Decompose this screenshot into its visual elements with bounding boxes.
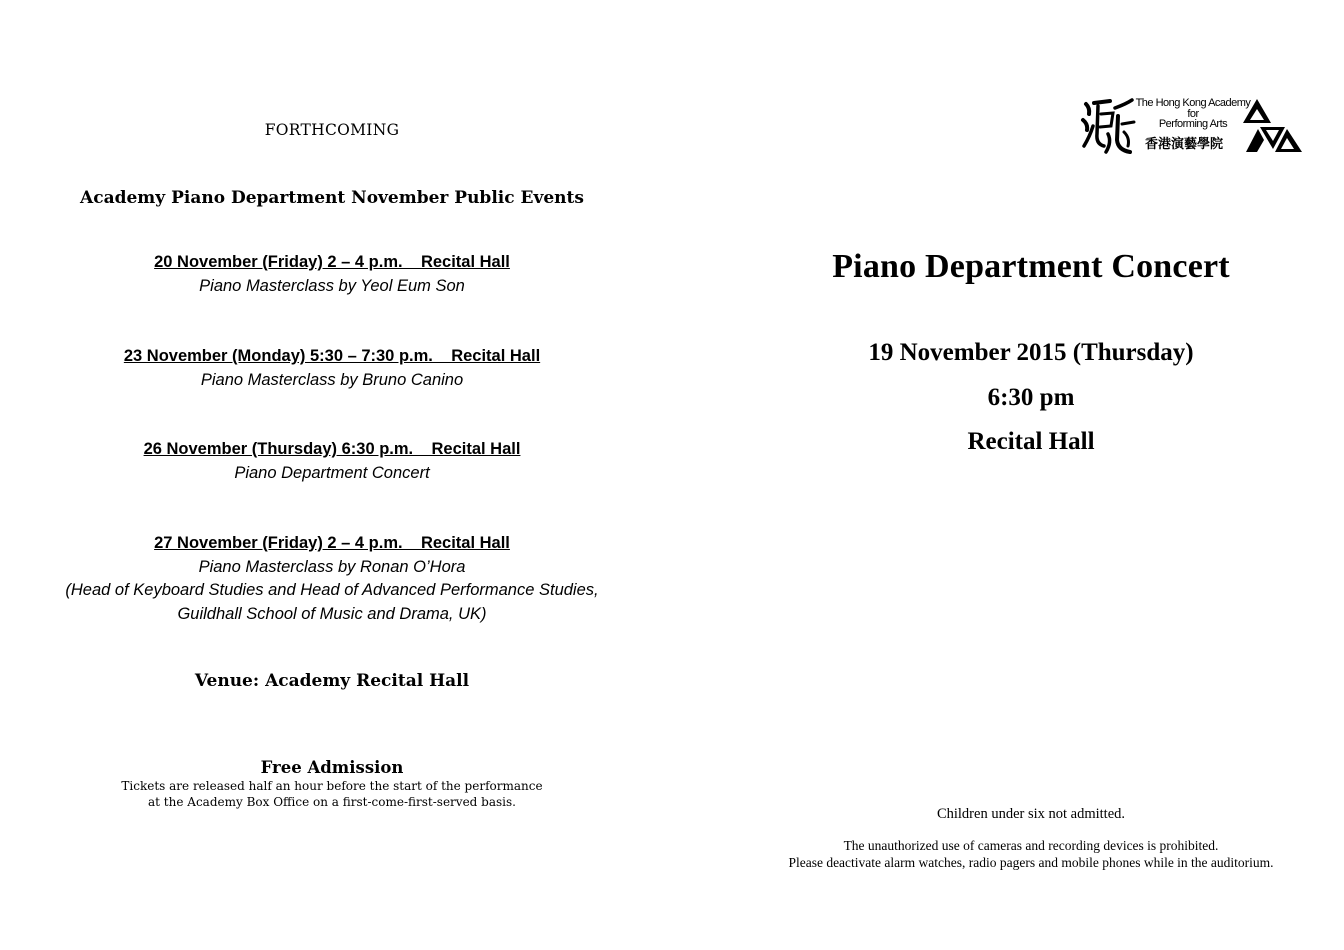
event-description: Piano Department Concert: [234, 463, 430, 482]
event-datetime: 20 November (Friday) 2 – 4 p.m. Recital Hall: [154, 253, 510, 271]
left-page: [30, 0, 634, 950]
event-description: Piano Masterclass by Yeol Eum Son: [199, 276, 465, 295]
concert-venue: Recital Hall: [967, 428, 1095, 455]
free-admission-label: Free Admission: [260, 758, 404, 777]
event-item: [30, 438, 634, 485]
event-description: Piano Masterclass by Bruno Canino: [200, 370, 464, 389]
forthcoming-label: FORTHCOMING: [264, 121, 400, 139]
auditorium-warnings: [718, 837, 1344, 871]
events-heading: Academy Piano Department November Public Events: [80, 188, 584, 208]
concert-title: Piano Department Concert: [832, 248, 1230, 285]
event-datetime: 26 November (Thursday) 6:30 p.m. Recital Hall: [143, 440, 521, 458]
event-description-detail: Guildhall School of Music and Drama, UK): [177, 604, 487, 623]
children-notice: Children under six not admitted.: [936, 806, 1126, 822]
concert-time: 6:30 pm: [987, 384, 1075, 411]
academy-name-line: The Hong Kong Academy: [1135, 97, 1251, 109]
ticket-note-line: at the Academy Box Office on a first-come-first-served basis.: [148, 794, 516, 809]
event-item: [30, 345, 634, 392]
warning-line: The unauthorized use of cameras and recording devices is prohibited.: [843, 838, 1219, 853]
ticket-note-line: Tickets are released half an hour before the start of the performance: [121, 779, 543, 793]
event-description: Piano Masterclass by Ronan O’Hora: [198, 557, 466, 576]
academy-name-line: Performing Arts: [1158, 118, 1228, 130]
event-item: [30, 532, 634, 626]
concert-date: 19 November 2015 (Thursday): [868, 339, 1194, 366]
venue-label: Venue: Academy Recital Hall: [194, 671, 470, 691]
event-datetime: 27 November (Friday) 2 – 4 p.m. Recital Hall: [154, 534, 510, 552]
event-item: [30, 251, 634, 298]
academy-name-line: for: [1187, 107, 1199, 120]
academy-name-chinese: 香港演藝學院: [1144, 137, 1223, 152]
ticket-note: [30, 779, 634, 810]
warning-line: Please deactivate alarm watches, radio pagers and mobile phones while in the auditorium.: [788, 855, 1274, 870]
event-datetime: 23 November (Monday) 5:30 – 7:30 p.m. Recital Hall: [123, 347, 541, 365]
right-page: [718, 0, 1344, 950]
event-description-detail: (Head of Keyboard Studies and Head of Advanced Performance Studies,: [65, 581, 599, 599]
